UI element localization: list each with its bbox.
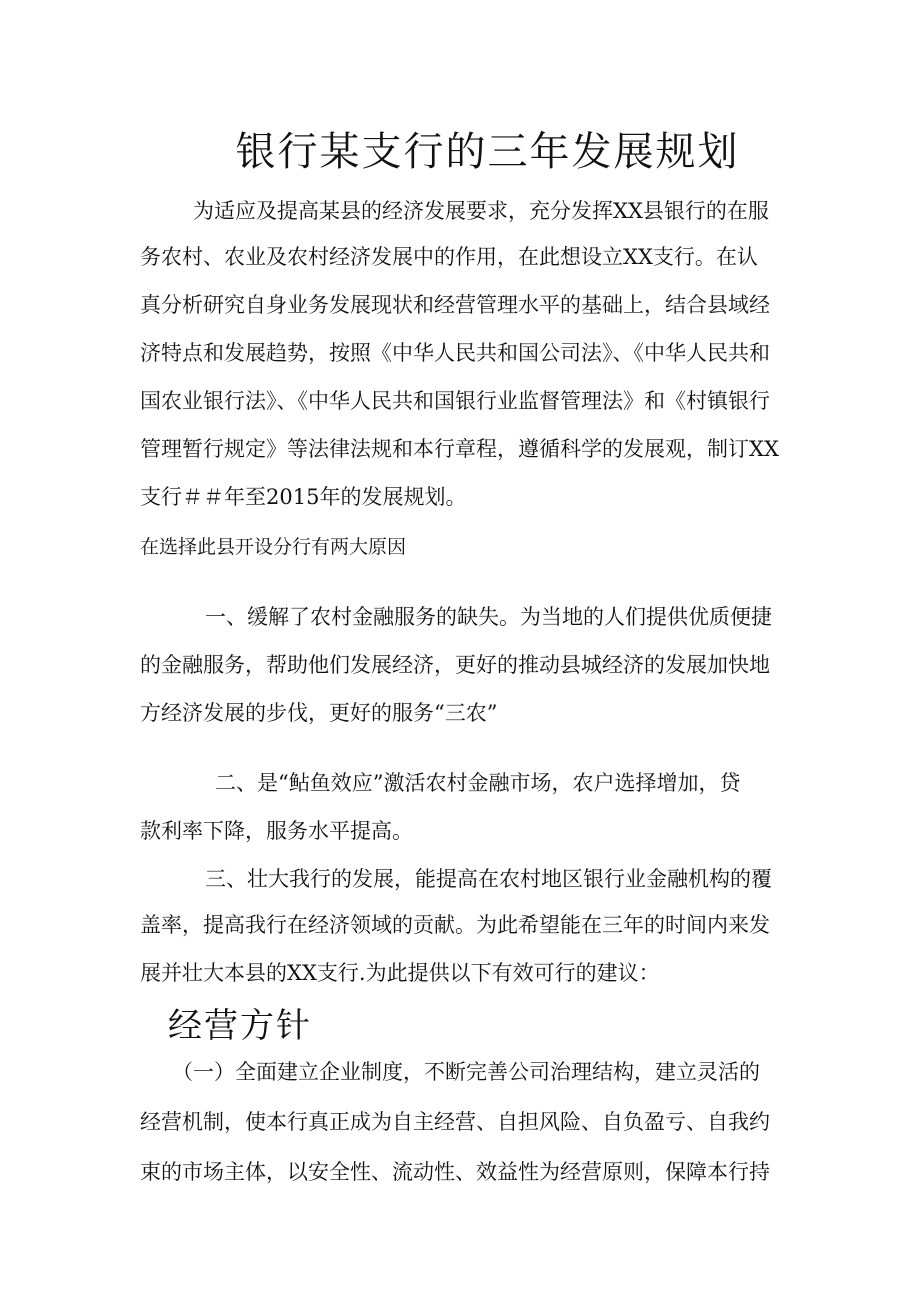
reason-1-line-2: 的金融服务，帮助他们发展经济，更好的推动县城经济的发展加快地	[140, 653, 770, 677]
reason-2-line-1: 二、是“鲇鱼效应”激活农村金融市场，农户选择增加，贷	[215, 771, 741, 795]
reason-3-line-1: 三、壮大我行的发展，能提高在农村地区银行业金融机构的覆	[205, 867, 772, 891]
document-title: 银行某支行的三年发展规划	[235, 129, 740, 175]
intro-line-5: 国农业银行法》、《中华人民共和国银行业监督管理法》和《村镇银行	[140, 389, 770, 413]
policy-1-line-3: 束的市场主体，以安全性、流动性、效益性为经营原则，保障本行持	[140, 1160, 770, 1184]
reason-1-line-1: 一、缓解了农村金融服务的缺失。为当地的人们提供优质便捷	[205, 605, 772, 629]
reason-3-line-2: 盖率，提高我行在经济领域的贡献。为此希望能在三年的时间内来发	[140, 913, 770, 937]
intro-line-3: 真分析研究自身业务发展现状和经营管理水平的基础上，结合县域经	[140, 293, 770, 317]
intro-line-6: 管理暂行规定》等法律法规和本行章程，遵循科学的发展观，制订XX	[140, 437, 779, 461]
policy-1-line-2: 经营机制，使本行真正成为自主经营、自担风险、自负盈亏、自我约	[140, 1110, 770, 1134]
policy-1-line-1: （一）全面建立企业制度，不断完善公司治理结构，建立灵活的	[172, 1060, 760, 1084]
section-heading-business-policy: 经营方针	[168, 1006, 312, 1046]
intro-line-2: 务农村、农业及农村经济发展中的作用，在此想设立XX支行。在认	[140, 245, 758, 269]
intro-line-4: 济特点和发展趋势，按照《中华人民共和国公司法》、《中华人民共和	[140, 341, 770, 365]
reason-1-line-3: 方经济发展的步伐，更好的服务“三农”	[140, 701, 498, 725]
reason-3-line-3: 展并壮大本县的XX支行.为此提供以下有效可行的建议：	[140, 961, 660, 985]
reason-2-line-2: 款利率下降，服务水平提高。	[140, 819, 413, 843]
intro-line-1: 为适应及提高某县的经济发展要求，充分发挥XX县银行的在服	[193, 199, 769, 223]
reasons-lead: 在选择此县开设分行有两大原因	[140, 536, 407, 558]
intro-line-7: 支行＃＃年至2015年的发展规划。	[140, 485, 467, 509]
